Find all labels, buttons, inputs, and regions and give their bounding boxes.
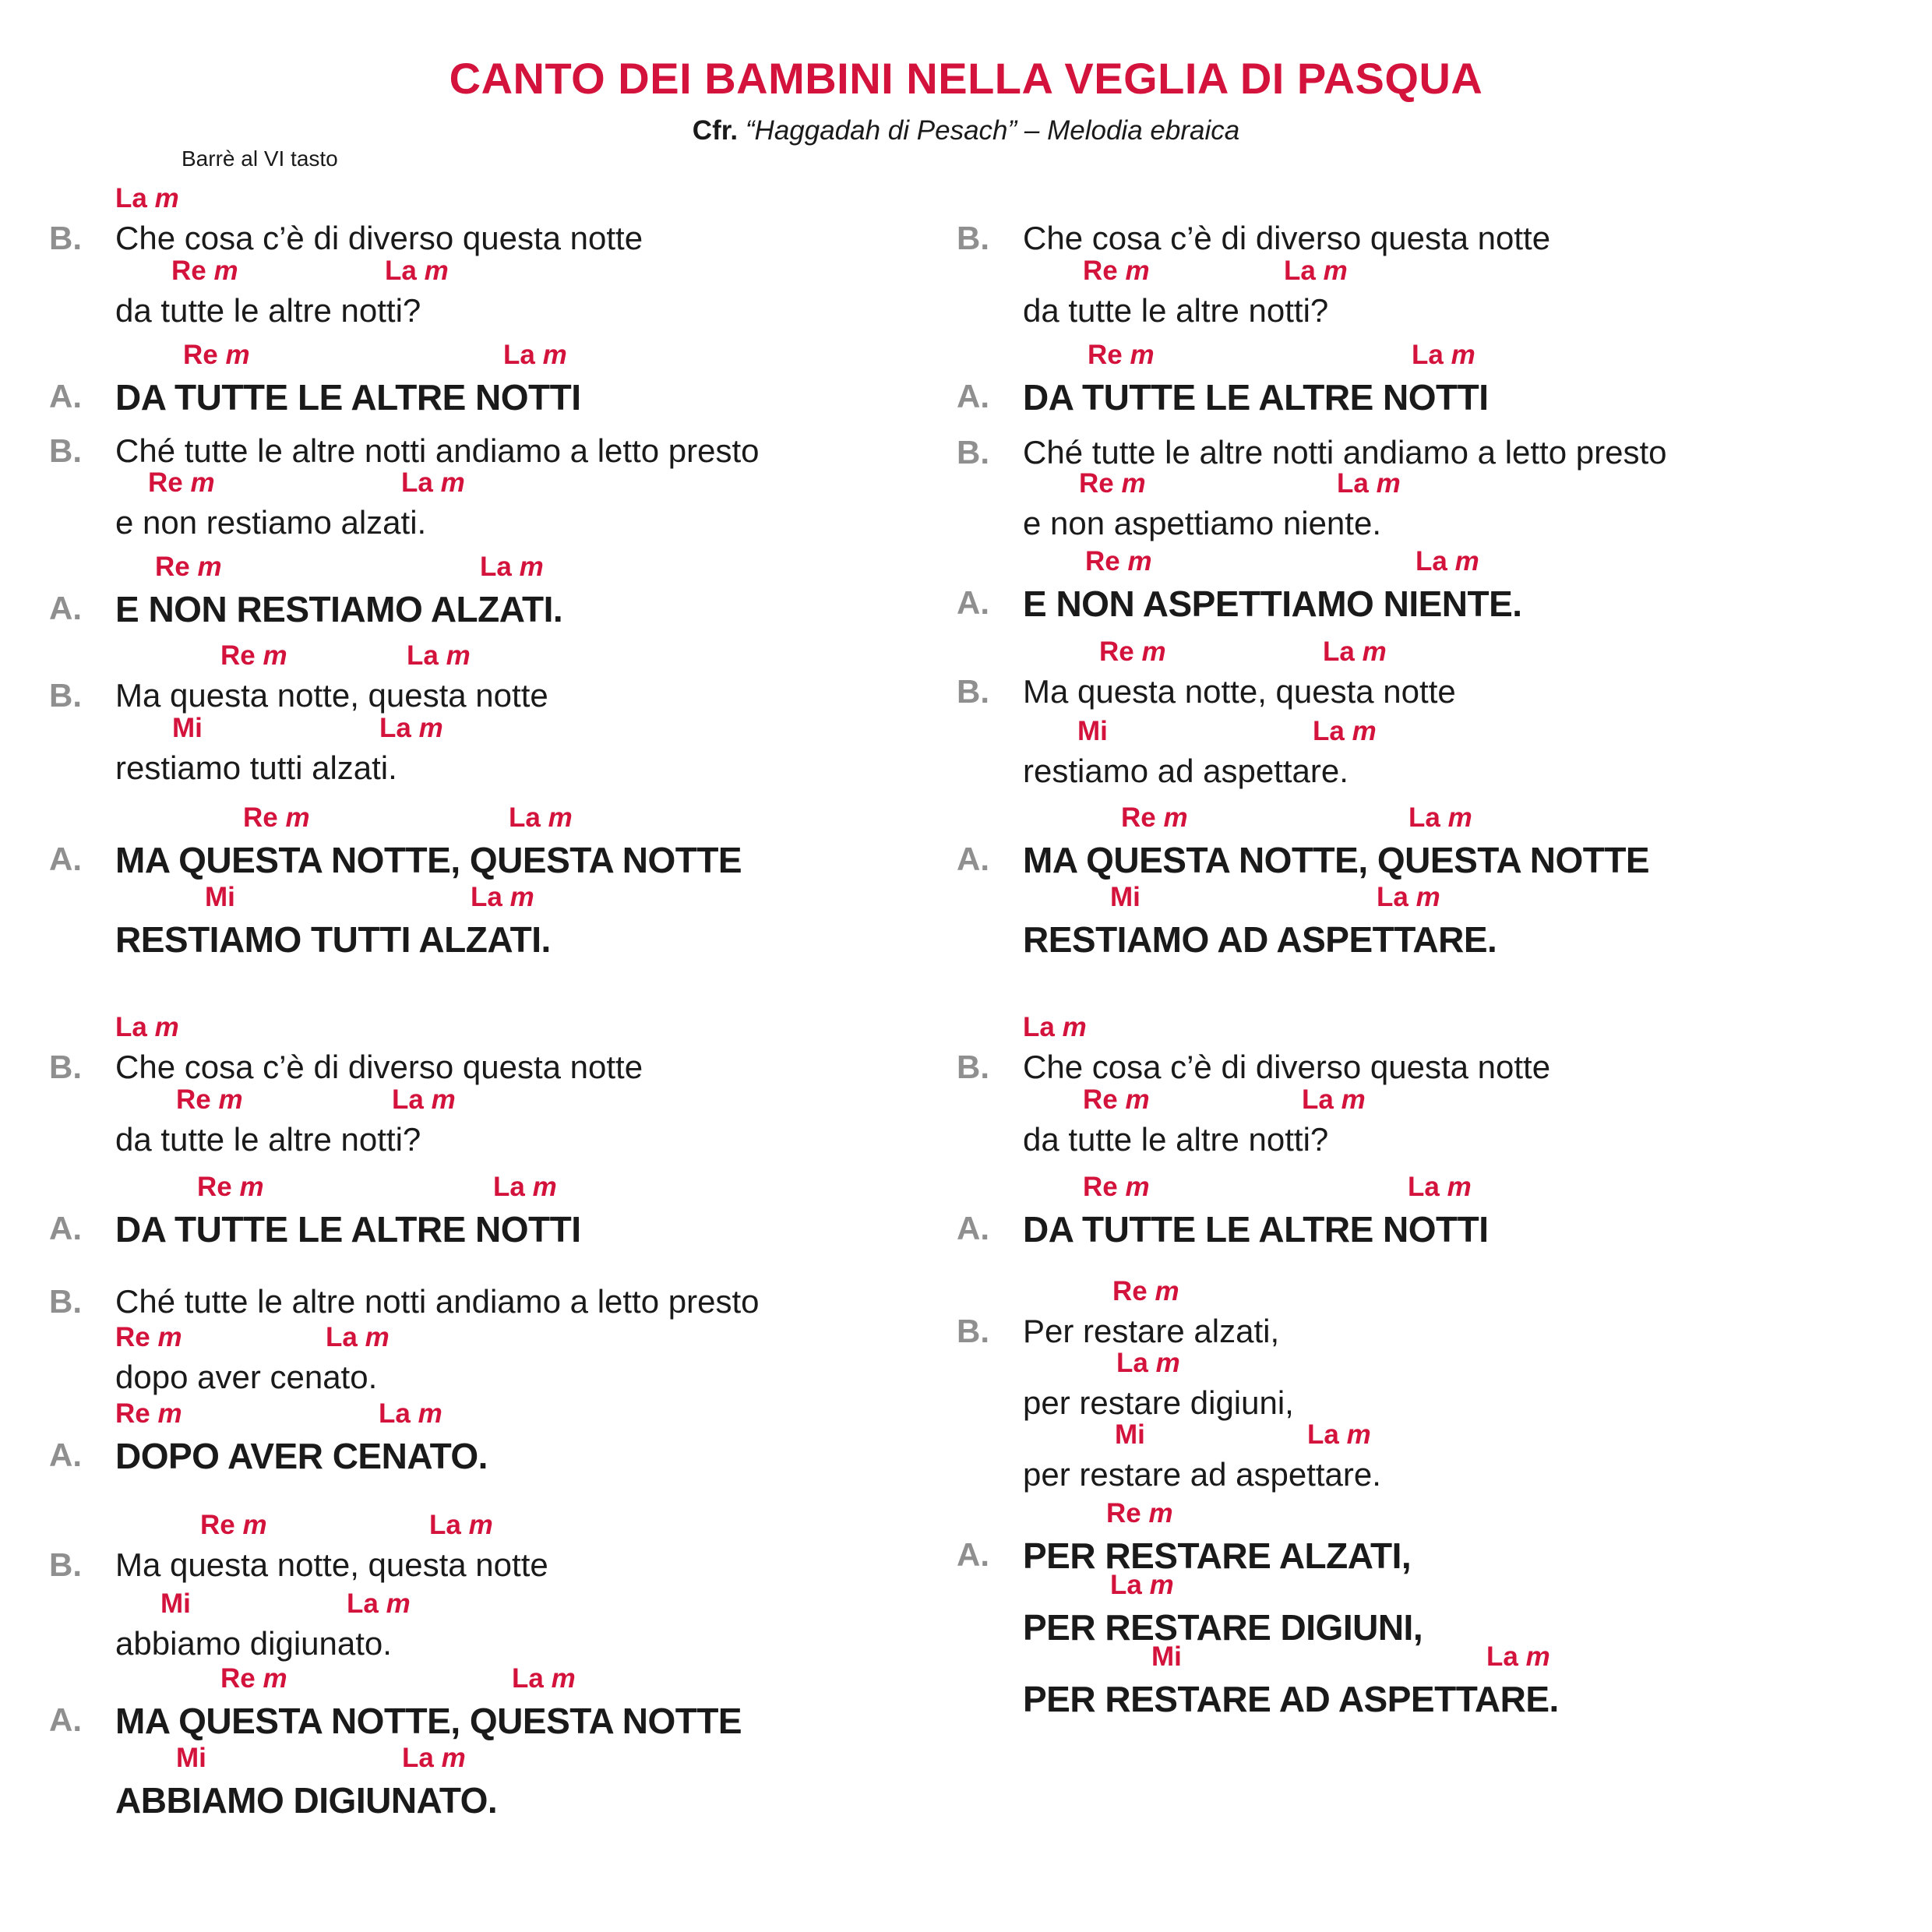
chord-root: Re: [1083, 1084, 1118, 1115]
chord-root: Re: [115, 1398, 150, 1429]
chord-row: [957, 546, 1736, 577]
chord-root: La: [1486, 1641, 1518, 1672]
assembly-lyric-line: MA QUESTA NOTTE, QUESTA NOTTE: [115, 840, 742, 880]
chord-quality: m: [146, 183, 179, 213]
chord-root: La: [1408, 1172, 1440, 1202]
children-lyric-line: dopo aver cenato.: [115, 1359, 378, 1395]
chord-label: [220, 1663, 287, 1694]
chord-root: La: [385, 256, 417, 286]
chord-label: [1412, 340, 1475, 371]
subtitle-dash: –: [1024, 115, 1040, 146]
chord-quality: m: [1141, 1570, 1174, 1600]
children-label: B.: [957, 434, 989, 471]
chord-label: [1408, 802, 1472, 834]
chord-quality: m: [1338, 1419, 1371, 1450]
children-lyric-line: Ché tutte le altre notti andiamo a letto presto: [115, 1283, 760, 1320]
assembly-label: A.: [49, 1210, 82, 1246]
chord-quality: m: [150, 1398, 182, 1429]
assembly-label: A.: [957, 841, 989, 877]
chord-label: [200, 1510, 267, 1541]
chord-quality: m: [1117, 256, 1150, 286]
chord-root: Re: [1079, 468, 1114, 499]
chord-row: [49, 340, 828, 371]
chord-row: [49, 1322, 828, 1353]
chord-row: [49, 552, 828, 583]
chord-row: [49, 1663, 828, 1694]
chord-quality: m: [1447, 546, 1479, 576]
children-lyric-line: per restare digiuni,: [1023, 1384, 1294, 1421]
chord-label: [1151, 1641, 1182, 1673]
chord-row: [957, 468, 1736, 499]
chord-label: [1307, 1419, 1371, 1451]
chord-label: [148, 467, 215, 499]
chord-label: [172, 713, 203, 744]
chord-quality: m: [231, 1172, 264, 1202]
chord-root: La: [1110, 1570, 1142, 1600]
chord-label: [115, 1322, 182, 1353]
chord-quality: m: [277, 802, 310, 833]
children-label: B.: [49, 1049, 82, 1085]
assembly-lyric-line: DA TUTTE LE ALTRE NOTTI: [1023, 1209, 1489, 1250]
chord-quality: m: [1354, 636, 1387, 667]
chord-quality: m: [206, 256, 238, 286]
assembly-label: A.: [49, 1701, 82, 1738]
assembly-lyric-line: DA TUTTE LE ALTRE NOTTI: [115, 377, 581, 418]
chord-label: [171, 256, 238, 287]
chord-row: [957, 1172, 1736, 1203]
song-title: CANTO DEI BAMBINI NELLA VEGLIA DI PASQUA: [449, 54, 1483, 103]
chord-row: [957, 1641, 1736, 1673]
chord-root: Re: [115, 1322, 150, 1352]
children-label: B.: [957, 1049, 989, 1085]
chord-quality: m: [534, 340, 567, 370]
chord-label: [160, 1588, 191, 1620]
chord-root: Re: [200, 1510, 235, 1540]
assembly-label: A.: [49, 590, 82, 626]
assembly-lyric-line: E NON ASPETTIAMO NIENTE.: [1023, 583, 1522, 624]
chord-label: [243, 802, 310, 834]
children-lyric-line: restiamo ad aspettare.: [1023, 753, 1349, 789]
chord-quality: m: [1368, 468, 1401, 499]
chord-quality: m: [438, 640, 471, 671]
chord-row: [957, 1498, 1736, 1529]
chord-root: La: [402, 1743, 434, 1773]
chord-quality: m: [411, 713, 443, 743]
children-label: B.: [957, 673, 989, 710]
chord-row: [957, 1012, 1736, 1043]
chord-row: [49, 183, 828, 214]
chord-root: La: [379, 1398, 411, 1429]
assembly-lyric-line: PER RESTARE AD ASPETTARE.: [1023, 1679, 1559, 1719]
chord-root: La: [512, 1663, 544, 1694]
chord-root: La: [1116, 1348, 1148, 1378]
chord-root: La: [407, 640, 439, 671]
chord-quality: m: [1054, 1012, 1087, 1042]
chord-row: [49, 640, 828, 672]
children-lyric-line: per restare ad aspettare.: [1023, 1456, 1381, 1493]
chord-root: Re: [1083, 1172, 1118, 1202]
chord-root: La: [379, 713, 411, 743]
children-lyric-line: da tutte le altre notti?: [1023, 292, 1329, 329]
children-lyric-line: Che cosa c’è di diverso questa notte: [1023, 1049, 1551, 1085]
chord-root: La: [1412, 340, 1444, 370]
assembly-label: A.: [957, 378, 989, 414]
chord-label: [1099, 636, 1166, 668]
chord-label: [1121, 802, 1188, 834]
chord-row: [49, 1398, 828, 1430]
assembly-lyric-line: DOPO AVER CENATO.: [115, 1436, 488, 1476]
chord-label: [1083, 1172, 1150, 1203]
chord-quality: m: [182, 467, 215, 498]
children-lyric-line: Ché tutte le altre notti andiamo a letto presto: [115, 432, 760, 469]
chord-root: La: [115, 183, 147, 213]
children-lyric-line: Che cosa c’è di diverso questa notte: [115, 220, 643, 256]
subtitle-cfr: Cfr.: [692, 115, 739, 146]
chord-row: [957, 340, 1736, 371]
chord-label: [1112, 1276, 1179, 1307]
children-lyric-line: Ma questa notte, questa notte: [115, 1546, 548, 1583]
chord-quality: m: [255, 1663, 287, 1694]
chord-root: Re: [1112, 1276, 1148, 1306]
chord-root: La: [326, 1322, 358, 1352]
chord-label: [326, 1322, 390, 1353]
chord-label: [197, 1172, 264, 1203]
chord-root: Re: [176, 1084, 211, 1115]
chord-row: [49, 1588, 828, 1620]
chord-row: [957, 802, 1736, 834]
chord-label: [115, 183, 179, 214]
assembly-label: A.: [957, 1210, 989, 1246]
chord-root: Re: [1088, 340, 1123, 370]
chord-label: [115, 1398, 182, 1430]
chord-label: [509, 802, 573, 834]
chord-root: Re: [1121, 802, 1156, 833]
chord-quality: m: [255, 640, 287, 671]
chord-quality: m: [423, 1084, 456, 1115]
chord-row: [49, 1012, 828, 1043]
chord-root: La: [480, 552, 512, 582]
chord-root: La: [401, 467, 433, 498]
children-lyric-line: restiamo tutti alzati.: [115, 749, 397, 786]
capo-note: Barrè al VI tasto: [182, 146, 338, 171]
chord-root: La: [1023, 1012, 1055, 1042]
chord-quality: m: [410, 1398, 442, 1429]
chord-root: La: [493, 1172, 525, 1202]
chord-label: [1337, 468, 1401, 499]
children-lyric-line: da tutte le altre notti?: [115, 292, 421, 329]
assembly-lyric-line: PER RESTARE DIGIUNI,: [1023, 1607, 1423, 1648]
chord-root: Re: [148, 467, 183, 498]
chord-quality: m: [1439, 1172, 1472, 1202]
assembly-lyric-line: MA QUESTA NOTTE, QUESTA NOTTE: [115, 1701, 742, 1741]
assembly-label: A.: [49, 841, 82, 877]
chord-label: [1486, 1641, 1550, 1673]
chord-root: La: [1408, 802, 1440, 833]
chord-quality: m: [1155, 802, 1188, 833]
assembly-label: A.: [49, 378, 82, 414]
chord-root: La: [392, 1084, 424, 1115]
chord-root: La: [503, 340, 535, 370]
chord-row: [957, 1276, 1736, 1307]
chord-quality: m: [433, 1743, 466, 1773]
chord-root: La: [1323, 636, 1355, 667]
children-label: B.: [49, 677, 82, 714]
chord-label: [1106, 1498, 1173, 1529]
chord-quality: m: [524, 1172, 557, 1202]
children-lyric-line: da tutte le altre notti?: [1023, 1121, 1329, 1158]
chord-row: [957, 882, 1736, 913]
chord-label: [1023, 1012, 1087, 1043]
assembly-label: A.: [957, 584, 989, 621]
chord-quality: m: [540, 802, 573, 833]
chord-label: [1313, 716, 1377, 747]
chord-root: La: [1302, 1084, 1334, 1115]
chord-root: La: [1377, 882, 1408, 912]
children-label: B.: [957, 1313, 989, 1349]
chord-row: [957, 1084, 1736, 1116]
chord-root: Re: [197, 1172, 232, 1202]
chord-row: [49, 467, 828, 499]
chord-label: [379, 713, 443, 744]
chord-quality: m: [378, 1588, 411, 1619]
chord-row: [957, 1348, 1736, 1379]
assembly-lyric-line: RESTIAMO AD ASPETTARE.: [1023, 919, 1497, 960]
chord-label: [471, 882, 534, 913]
chord-label: [1077, 716, 1108, 747]
chord-label: [401, 467, 465, 499]
chord-label: [379, 1398, 442, 1430]
chord-root: Re: [1099, 636, 1134, 667]
song-subtitle: [0, 115, 1932, 146]
chord-quality: m: [511, 552, 544, 582]
chord-root: Re: [1106, 1498, 1141, 1528]
children-label: B.: [49, 1283, 82, 1320]
chord-quality: m: [1141, 1498, 1173, 1528]
chord-root: La: [347, 1588, 379, 1619]
chord-label: [205, 882, 235, 913]
chord-root: La: [1337, 468, 1369, 499]
chord-quality: m: [543, 1663, 576, 1694]
chord-root: Re: [155, 552, 190, 582]
chord-quality: m: [1344, 716, 1377, 746]
chord-label: [1083, 1084, 1150, 1116]
chord-row: [49, 1743, 828, 1774]
children-lyric-line: Ma questa notte, questa notte: [115, 677, 548, 714]
chord-quality: m: [1133, 636, 1166, 667]
assembly-lyric-line: E NON RESTIAMO ALZATI.: [115, 589, 563, 629]
children-label: B.: [957, 220, 989, 256]
chord-label: [347, 1588, 411, 1620]
children-lyric-line: abbiamo digiunato.: [115, 1625, 392, 1662]
chord-quality: m: [416, 256, 449, 286]
chord-root: Mi: [1151, 1641, 1182, 1672]
chord-root: La: [509, 802, 541, 833]
chord-label: [176, 1084, 243, 1116]
chord-label: [183, 340, 250, 371]
chord-label: [1416, 546, 1479, 577]
chord-quality: m: [1113, 468, 1146, 499]
assembly-lyric-line: MA QUESTA NOTTE, QUESTA NOTTE: [1023, 840, 1650, 880]
children-lyric-line: da tutte le altre notti?: [115, 1121, 421, 1158]
chord-quality: m: [146, 1012, 179, 1042]
chord-row: [49, 1084, 828, 1116]
chord-label: [1088, 340, 1155, 371]
chord-quality: m: [189, 552, 222, 582]
chord-quality: m: [217, 340, 250, 370]
chord-label: [1110, 882, 1141, 913]
chord-label: [1115, 1419, 1145, 1451]
chord-root: La: [429, 1510, 461, 1540]
chord-quality: m: [357, 1322, 390, 1352]
chord-label: [155, 552, 222, 583]
chord-root: Mi: [1110, 882, 1141, 912]
chord-root: La: [1416, 546, 1447, 576]
children-lyric-line: e non restiamo alzati.: [115, 504, 427, 541]
chord-label: [407, 640, 471, 672]
chord-quality: m: [1408, 882, 1440, 912]
chord-root: Re: [220, 1663, 256, 1694]
children-lyric-line: Ché tutte le altre notti andiamo a letto presto: [1023, 434, 1667, 471]
chord-label: [1302, 1084, 1366, 1116]
chord-quality: m: [1117, 1172, 1150, 1202]
chord-root: Mi: [176, 1743, 206, 1773]
chord-row: [957, 1419, 1736, 1451]
chord-row: [957, 716, 1736, 747]
chord-root: La: [471, 882, 502, 912]
chord-label: [493, 1172, 557, 1203]
chord-quality: m: [502, 882, 534, 912]
chord-label: [1408, 1172, 1472, 1203]
chord-label: [429, 1510, 493, 1541]
children-label: B.: [49, 432, 82, 469]
chord-root: La: [1313, 716, 1345, 746]
chord-quality: m: [432, 467, 465, 498]
chord-row: [49, 882, 828, 913]
chord-quality: m: [1147, 1276, 1179, 1306]
chord-quality: m: [234, 1510, 267, 1540]
chord-root: Re: [183, 340, 218, 370]
children-lyric-line: Che cosa c’è di diverso questa notte: [1023, 220, 1551, 256]
chord-label: [1083, 256, 1150, 287]
chord-root: Mi: [172, 713, 203, 743]
chord-root: Re: [1083, 256, 1118, 286]
chord-label: [1116, 1348, 1180, 1379]
chord-quality: m: [1148, 1348, 1180, 1378]
chord-row: [49, 1510, 828, 1541]
children-label: B.: [49, 1546, 82, 1583]
assembly-label: A.: [957, 1536, 989, 1573]
chord-row: [957, 1570, 1736, 1601]
chord-quality: m: [460, 1510, 493, 1540]
chord-label: [115, 1012, 179, 1043]
chord-row: [957, 636, 1736, 668]
chord-label: [480, 552, 544, 583]
chord-label: [392, 1084, 456, 1116]
chord-row: [49, 256, 828, 287]
chord-label: [385, 256, 449, 287]
children-lyric-line: Che cosa c’è di diverso questa notte: [115, 1049, 643, 1085]
chord-label: [1284, 256, 1348, 287]
chord-root: Re: [171, 256, 206, 286]
chord-quality: m: [1440, 802, 1472, 833]
assembly-lyric-line: ABBIAMO DIGIUNATO.: [115, 1780, 498, 1821]
chord-quality: m: [210, 1084, 243, 1115]
chord-label: [1323, 636, 1387, 668]
assembly-lyric-line: RESTIAMO TUTTI ALZATI.: [115, 919, 551, 960]
children-label: B.: [49, 220, 82, 256]
chord-label: [1377, 882, 1440, 913]
chord-label: [503, 340, 567, 371]
chord-root: Re: [243, 802, 278, 833]
chord-root: Mi: [1115, 1419, 1145, 1450]
chord-root: Re: [1085, 546, 1120, 576]
chord-label: [402, 1743, 466, 1774]
children-lyric-line: Ma questa notte, questa notte: [1023, 673, 1456, 710]
chord-quality: m: [1315, 256, 1348, 286]
chord-quality: m: [1119, 546, 1152, 576]
chord-label: [512, 1663, 576, 1694]
chord-quality: m: [1443, 340, 1475, 370]
assembly-lyric-line: DA TUTTE LE ALTRE NOTTI: [1023, 377, 1489, 418]
chord-row: [957, 256, 1736, 287]
chord-root: La: [1284, 256, 1316, 286]
chord-row: [49, 802, 828, 834]
chord-label: [220, 640, 287, 672]
chord-root: La: [115, 1012, 147, 1042]
chord-row: [49, 1172, 828, 1203]
chord-label: [176, 1743, 206, 1774]
chord-root: La: [1307, 1419, 1339, 1450]
assembly-label: A.: [49, 1437, 82, 1473]
chord-row: [49, 713, 828, 744]
chord-quality: m: [1518, 1641, 1550, 1672]
chord-quality: m: [1117, 1084, 1150, 1115]
subtitle-source: “Haggadah di Pesach”: [745, 115, 1017, 146]
chord-quality: m: [1122, 340, 1155, 370]
chord-root: Mi: [1077, 716, 1108, 746]
chord-quality: m: [150, 1322, 182, 1352]
chord-label: [1110, 1570, 1174, 1601]
chord-quality: m: [1333, 1084, 1366, 1115]
assembly-lyric-line: PER RESTARE ALZATI,: [1023, 1535, 1412, 1576]
chord-label: [1079, 468, 1146, 499]
chord-root: Mi: [160, 1588, 191, 1619]
children-lyric-line: Per restare alzati,: [1023, 1313, 1280, 1349]
children-lyric-line: e non aspettiamo niente.: [1023, 505, 1381, 541]
chord-root: Mi: [205, 882, 235, 912]
chord-root: Re: [220, 640, 256, 671]
assembly-lyric-line: DA TUTTE LE ALTRE NOTTI: [115, 1209, 581, 1250]
chord-label: [1085, 546, 1152, 577]
subtitle-melody: Melodia ebraica: [1047, 115, 1240, 146]
